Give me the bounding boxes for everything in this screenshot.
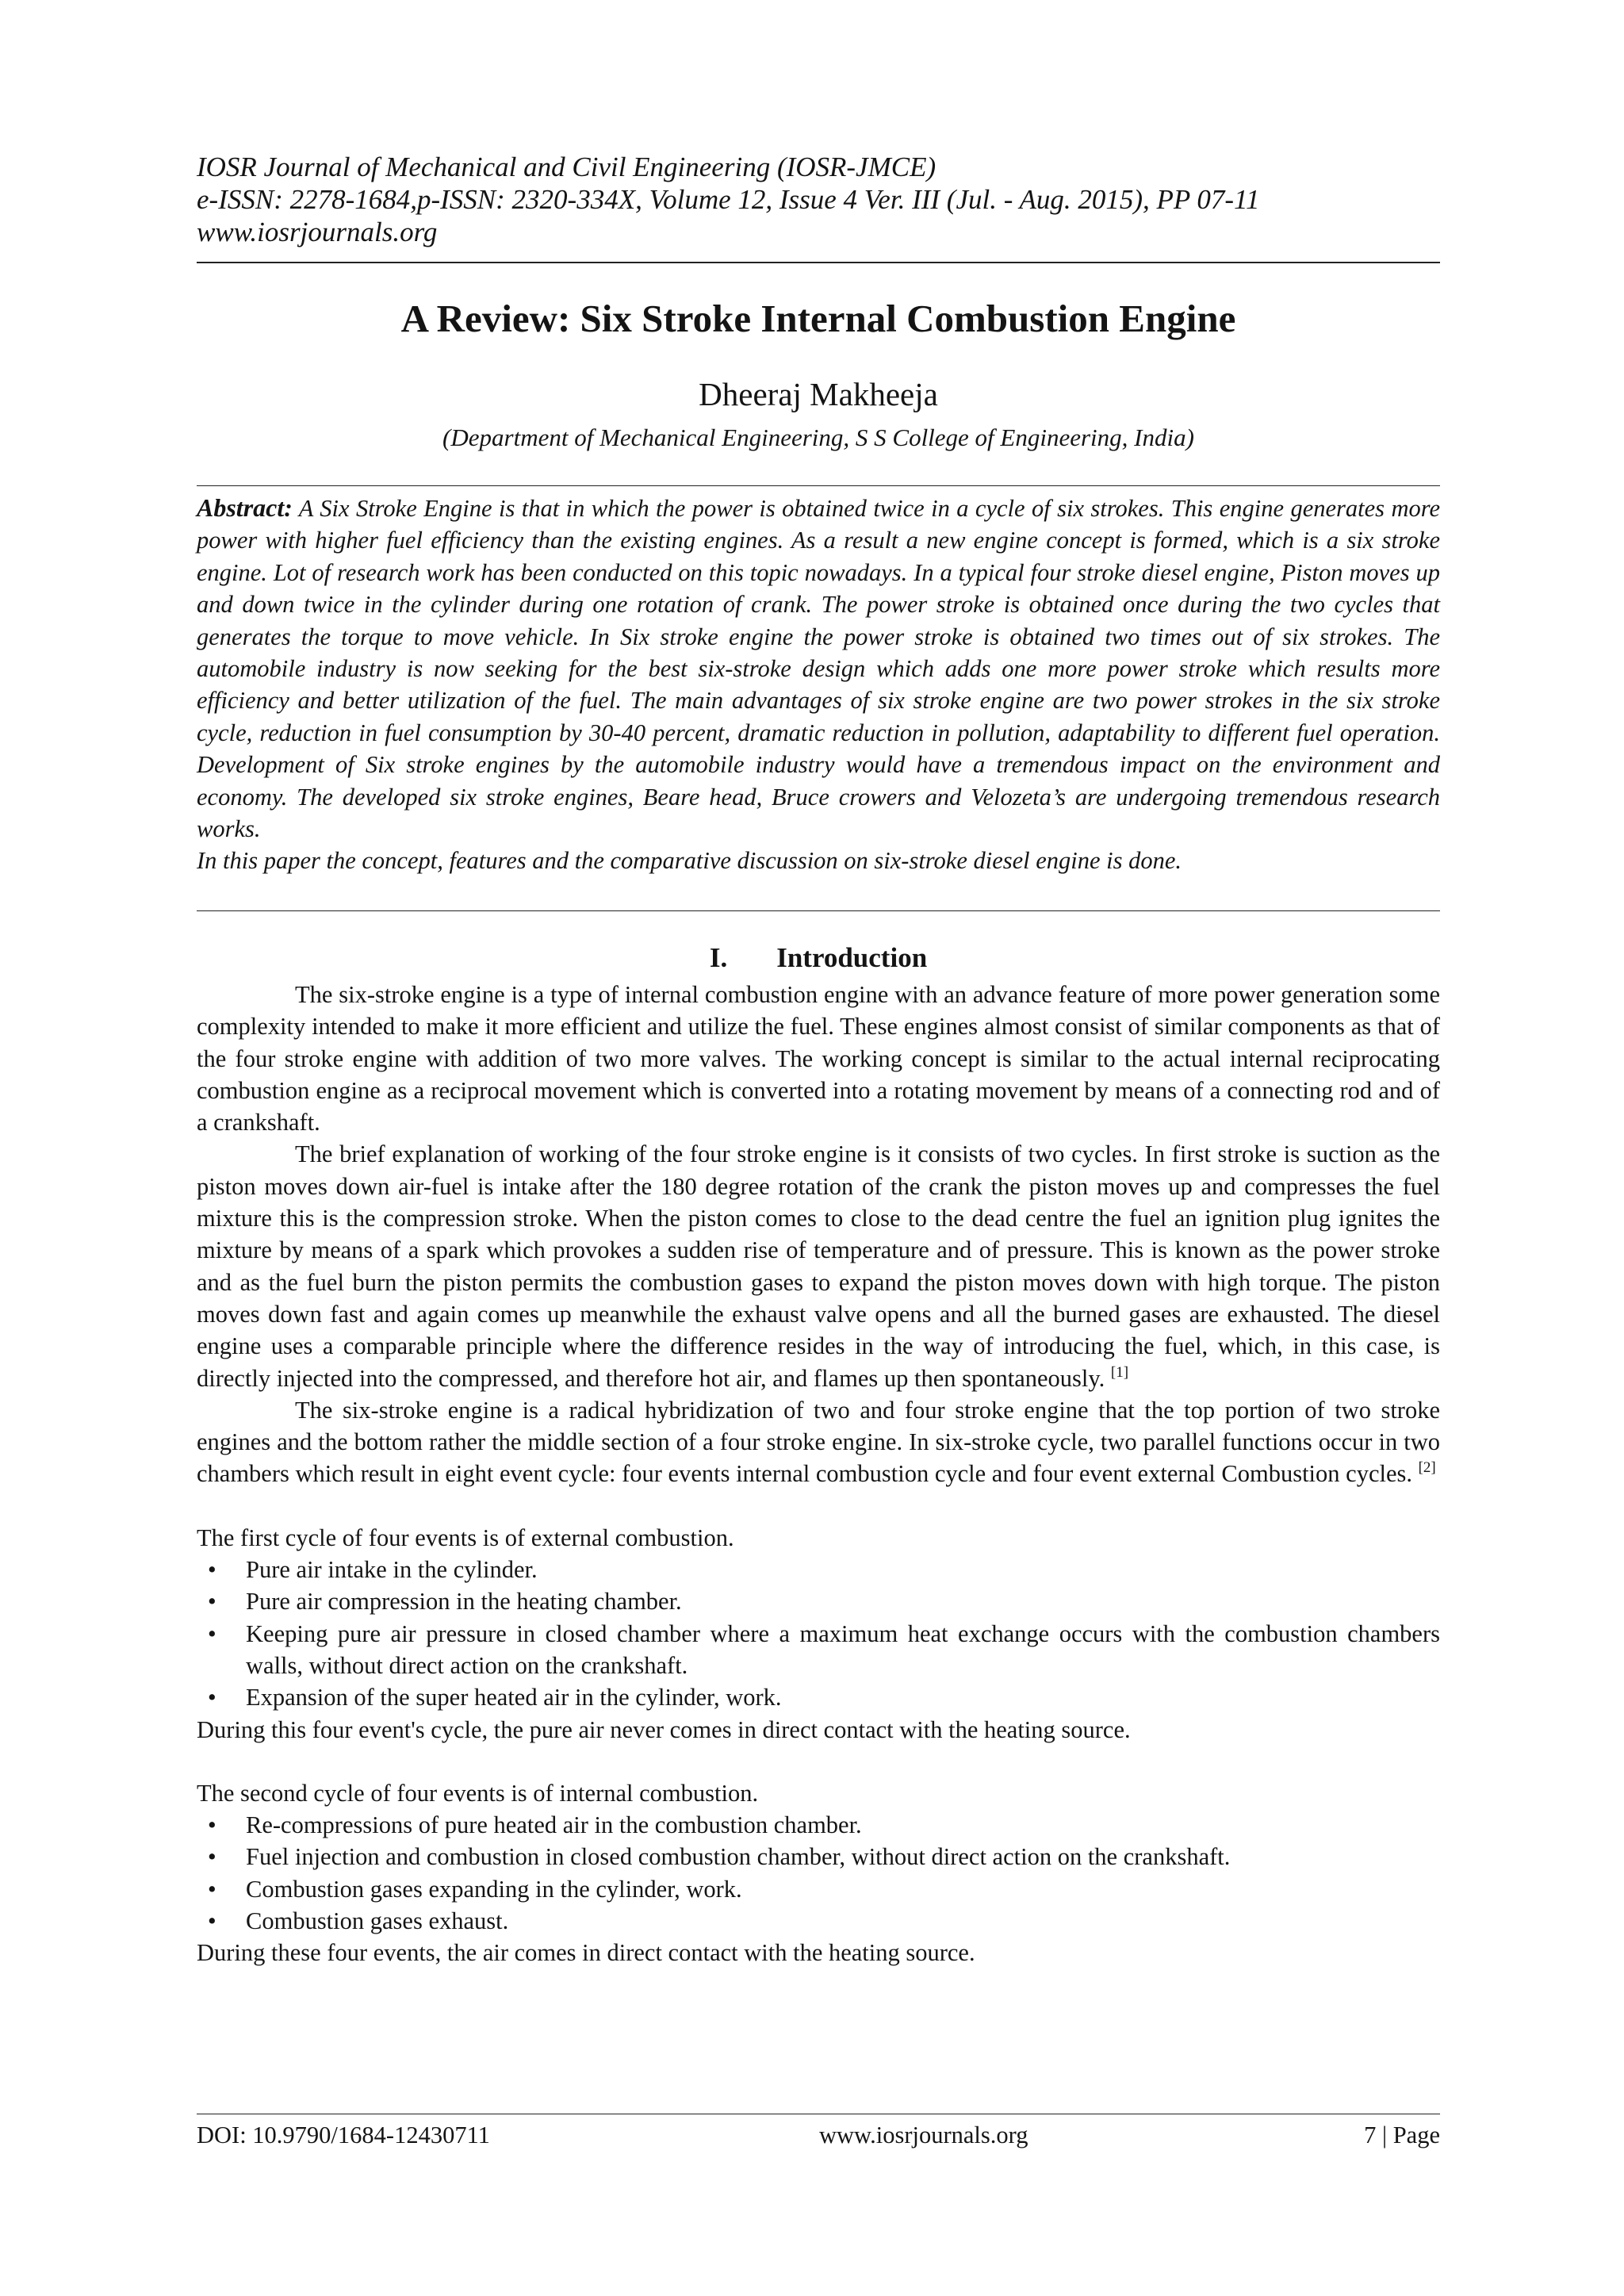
paper-title: A Review: Six Stroke Internal Combustion Engine <box>400 297 1236 340</box>
author-affiliation: (Department of Mechanical Engineering, S S College of Engineering, India) <box>442 424 1194 451</box>
list-item: • Combustion gases exhaust. <box>197 1905 1440 1937</box>
list-item: • Fuel injection and combustion in closed combustion chamber, without direct action on the crankshaft. <box>197 1841 1440 1872</box>
journal-name: IOSR Journal of Mechanical and Civil Engineering (IOSR-JMCE) <box>197 151 936 182</box>
footer-website[interactable]: www.iosrjournals.org <box>819 2122 1028 2148</box>
external-cycle-intro: The first cycle of four events is of external combustion. <box>197 1524 734 1551</box>
abstract <box>197 492 1440 877</box>
citation-ref[interactable]: [2] <box>1418 1459 1436 1477</box>
list-item: • Pure air compression in the heating chamber. <box>197 1585 1440 1617</box>
external-cycle-outro: During this four event's cycle, the pure air never comes in direct contact with the heating source. <box>197 1715 1131 1743</box>
list-item: • Pure air intake in the cylinder. <box>197 1554 1440 1585</box>
header-rule <box>197 262 1440 263</box>
footer-page-number: 7 | Page <box>1364 2122 1440 2148</box>
paragraph-text: The brief explanation of working of the four stroke engine is it consists of two cycles. In first stroke is suction as the piston moves down air-fuel is intake after the 180 degree rotation of the crank the piston moves up and compresses the fuel mixture this is the compression stroke. When the piston comes to close to the dead centre the fuel an ignition plug ignites the mixture by means of a spark which provokes a sudden rise of temperature and of pressure. This is known as the power stroke and as the fuel burn the piston permits the combustion gases to expand the piston moves down with high torque. The piston moves down fast and again comes up meanwhile the exhaust valve opens and all the burned gases are exhausted. The diesel engine uses a comparable principle where the difference resides in the way of introducing the fuel, which, in this case, is directly injected into the compressed, and therefore hot air, and flames up then spontaneously. <box>197 1140 1440 1392</box>
abstract-bottom-rule <box>197 910 1440 911</box>
abstract-text: A Six Stroke Engine is that in which the power is obtained twice in a cycle of six strokes. This engine generates more power with higher fuel efficiency than the existing engines. As a result a new engine concept is formed, which is a six stroke engine. Lot of research work has been conducted on this topic nowadays. In a typical four stroke diesel engine, Piston moves up and down twice in the cylinder during one rotation of crank. The power stroke is obtained once during the two cycles that generates the torque to move vehicle. In Six stroke engine the power stroke is obtained two times out of six strokes. The automobile industry is now seeking for the best six-stroke design which adds one more power stroke which results more efficiency and better utilization of the fuel. The main advantages of six stroke engine are two power strokes in the six stroke cycle, reduction in fuel consumption by 30-40 percent, dramatic reduction in pollution, adaptability to different fuel operation. Development of Six stroke engines by the automobile industry would have a tremendous impact on the environment and economy. The developed six stroke engines, Beare head, Bruce crowers and Velozeta’s are undergoing tremendous research works. <box>197 495 1440 843</box>
internal-cycle-intro: The second cycle of four events is of internal combustion. <box>197 1779 759 1807</box>
section-title: Introduction <box>776 942 928 973</box>
paragraph <box>197 1138 1440 1393</box>
citation-ref[interactable]: [1] <box>1110 1363 1129 1381</box>
section-heading <box>197 941 1440 976</box>
paragraph <box>197 1394 1440 1490</box>
internal-cycle-outro: During these four events, the air comes in direct contact with the heating source. <box>197 1939 975 1967</box>
internal-cycle-list <box>197 1809 1440 1937</box>
journal-website[interactable]: www.iosrjournals.org <box>197 217 438 247</box>
paragraph-text: The six-stroke engine is a radical hybridization of two and four stroke engine that the top portion of two stroke engines and the bottom rather the middle section of a four stroke engine. In six-stroke cycle, two parallel functions occur in two chambers which result in eight event cycle: four events internal combustion cycle and four event external Combustion cycles. <box>197 1396 1440 1488</box>
author-name: Dheeraj Makheeja <box>699 376 938 412</box>
list-item: • Keeping pure air pressure in closed chamber where a maximum heat exchange occurs with the combustion chambers walls, without direct action on the crankshaft. <box>197 1618 1440 1682</box>
list-item: • Expansion of the super heated air in the cylinder, work. <box>197 1681 1440 1713</box>
abstract-closing: In this paper the concept, features and the comparative discussion on six-stroke diesel engine is done. <box>197 847 1182 875</box>
footer-doi[interactable]: DOI: 10.9790/1684-12430711 <box>197 2122 490 2148</box>
journal-issn: e-ISSN: 2278-1684,p-ISSN: 2320-334X, Volume 12, Issue 4 Ver. III (Jul. - Aug. 2015), PP 07-11 <box>197 184 1260 215</box>
abstract-top-rule <box>197 485 1440 486</box>
paragraph: The six-stroke engine is a type of internal combustion engine with an advance feature of more power generation some complexity intended to make it more efficient and utilize the fuel. These engines almost consist of similar components as that of the four stroke engine with addition of two more valves. The working concept is similar to the actual internal reciprocating combustion engine as a reciprocal movement which is converted into a rotating movement by means of a connecting rod and of a crankshaft. <box>197 981 1440 1137</box>
list-item: • Combustion gases expanding in the cylinder, work. <box>197 1873 1440 1905</box>
spacer <box>197 1746 1440 1777</box>
section-number: I. <box>709 942 728 973</box>
spacer <box>197 1490 1440 1522</box>
body-text <box>197 979 1440 1969</box>
list-item: • Re-compressions of pure heated air in the combustion chamber. <box>197 1809 1440 1841</box>
external-cycle-list <box>197 1554 1440 1713</box>
journal-header <box>197 151 1440 248</box>
abstract-label: Abstract: <box>197 493 293 522</box>
